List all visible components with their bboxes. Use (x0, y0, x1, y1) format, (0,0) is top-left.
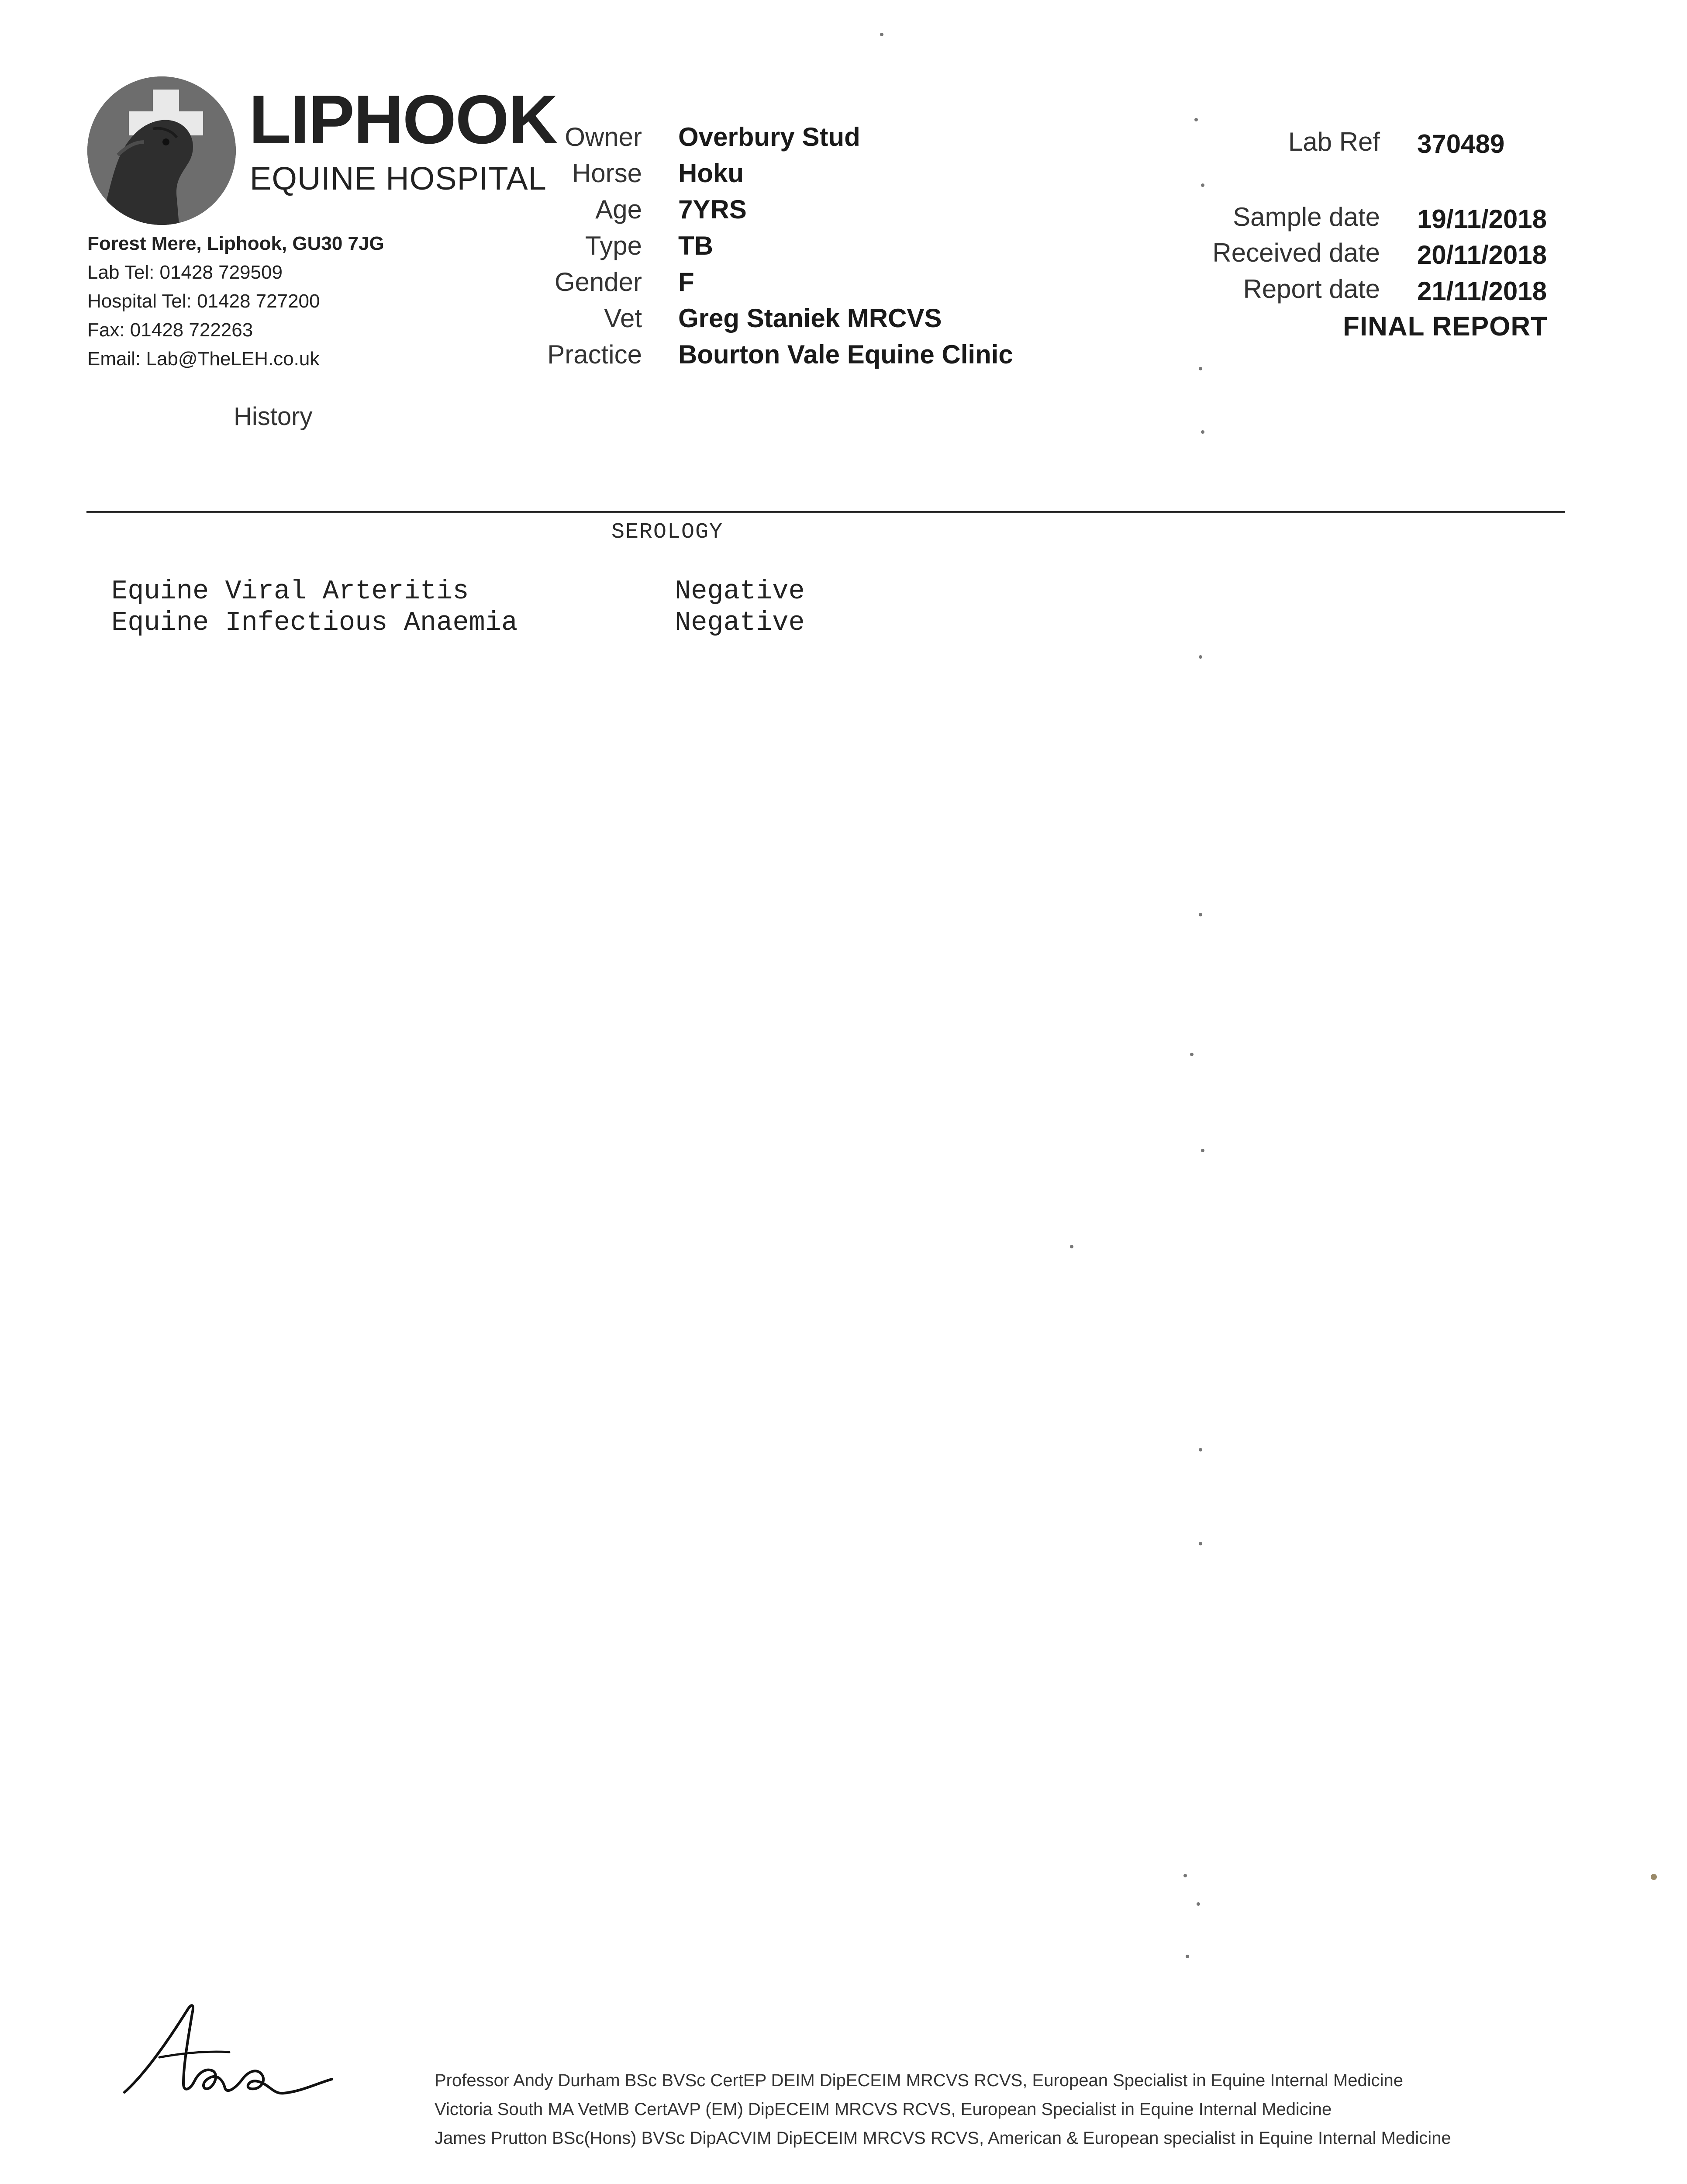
header-divider (86, 511, 1565, 513)
contact-block (87, 229, 384, 373)
scan-speck (1199, 367, 1202, 370)
horse-value: Hoku (678, 159, 744, 188)
scan-speck (1651, 1874, 1657, 1880)
scan-speck (1070, 1245, 1073, 1248)
scan-speck (1199, 1448, 1202, 1451)
practice-value: Bourton Vale Equine Clinic (678, 340, 1013, 369)
scan-speck (1194, 118, 1198, 121)
section-title: SEROLOGY (611, 520, 724, 545)
scan-speck (1183, 1874, 1187, 1877)
patient-field-labels (502, 119, 642, 373)
practice-label: Practice (547, 340, 642, 369)
lab-ref-value: 370489 (1417, 129, 1505, 159)
fax: Fax: 01428 722263 (87, 319, 253, 341)
scan-speck (1197, 1902, 1200, 1906)
vet-label: Vet (604, 304, 642, 333)
footer-line: Victoria South MA VetMB CertAVP (EM) DipECEIM MRCVS RCVS, European Specialist in Equine Internal Medicine (435, 2100, 1332, 2119)
test-row (111, 607, 805, 639)
received-date-value: 20/11/2018 (1417, 240, 1547, 270)
hospital-tel: Hospital Tel: 01428 727200 (87, 290, 320, 312)
scan-speck (1199, 655, 1202, 659)
type-label: Type (585, 231, 642, 260)
scan-speck (1201, 1149, 1204, 1152)
sample-date-label: Sample date (1233, 202, 1380, 232)
footer-specialists (435, 2066, 1451, 2153)
received-date-label: Received date (1212, 238, 1380, 267)
test-result: Negative (675, 607, 805, 638)
hospital-logo (87, 76, 236, 225)
sample-date-value: 19/11/2018 (1417, 204, 1547, 234)
owner-value: Overbury Stud (678, 122, 860, 152)
scan-speck (1186, 1955, 1189, 1958)
report-date-label: Report date (1243, 274, 1380, 304)
horse-head-icon (87, 76, 236, 225)
scan-speck (1199, 913, 1202, 916)
age-value: 7YRS (678, 195, 747, 224)
hospital-subtitle: EQUINE HOSPITAL (250, 160, 547, 197)
type-value: TB (678, 231, 713, 260)
scan-speck (1201, 430, 1204, 434)
owner-label: Owner (565, 122, 642, 152)
scan-speck (1201, 183, 1204, 187)
test-result: Negative (675, 576, 805, 607)
test-name: Equine Viral Arteritis (111, 576, 469, 607)
gender-label: Gender (554, 267, 642, 297)
footer-line: James Prutton BSc(Hons) BVSc DipACVIM DipECEIM MRCVS RCVS, American & European specialist in Equine Internal Medicine (435, 2129, 1451, 2148)
gender-value: F (678, 267, 694, 297)
test-row (111, 576, 805, 607)
lab-tel: Lab Tel: 01428 729509 (87, 262, 283, 283)
hospital-name: LIPHOOK (249, 81, 557, 158)
email: Email: Lab@TheLEH.co.uk (87, 348, 320, 370)
test-name: Equine Infectious Anaemia (111, 607, 518, 638)
history-label: History (234, 402, 313, 431)
vet-value: Greg Staniek MRCVS (678, 304, 942, 333)
hospital-address: Forest Mere, Liphook, GU30 7JG (87, 233, 384, 254)
patient-field-values (678, 119, 1013, 373)
lab-ref-label: Lab Ref (1288, 127, 1380, 156)
serology-results (111, 576, 805, 639)
report-date-value: 21/11/2018 (1417, 276, 1547, 306)
scan-speck (1199, 1542, 1202, 1545)
footer-line: Professor Andy Durham BSc BVSc CertEP DEIM DipECEIM MRCVS RCVS, European Specialist in Equine Internal Medicine (435, 2071, 1403, 2090)
horse-label: Horse (572, 159, 642, 188)
handwritten-signature (118, 1992, 345, 2110)
report-status: FINAL REPORT (1343, 311, 1548, 342)
scan-speck (1190, 1053, 1194, 1056)
age-label: Age (595, 195, 642, 224)
scan-speck (880, 33, 883, 36)
